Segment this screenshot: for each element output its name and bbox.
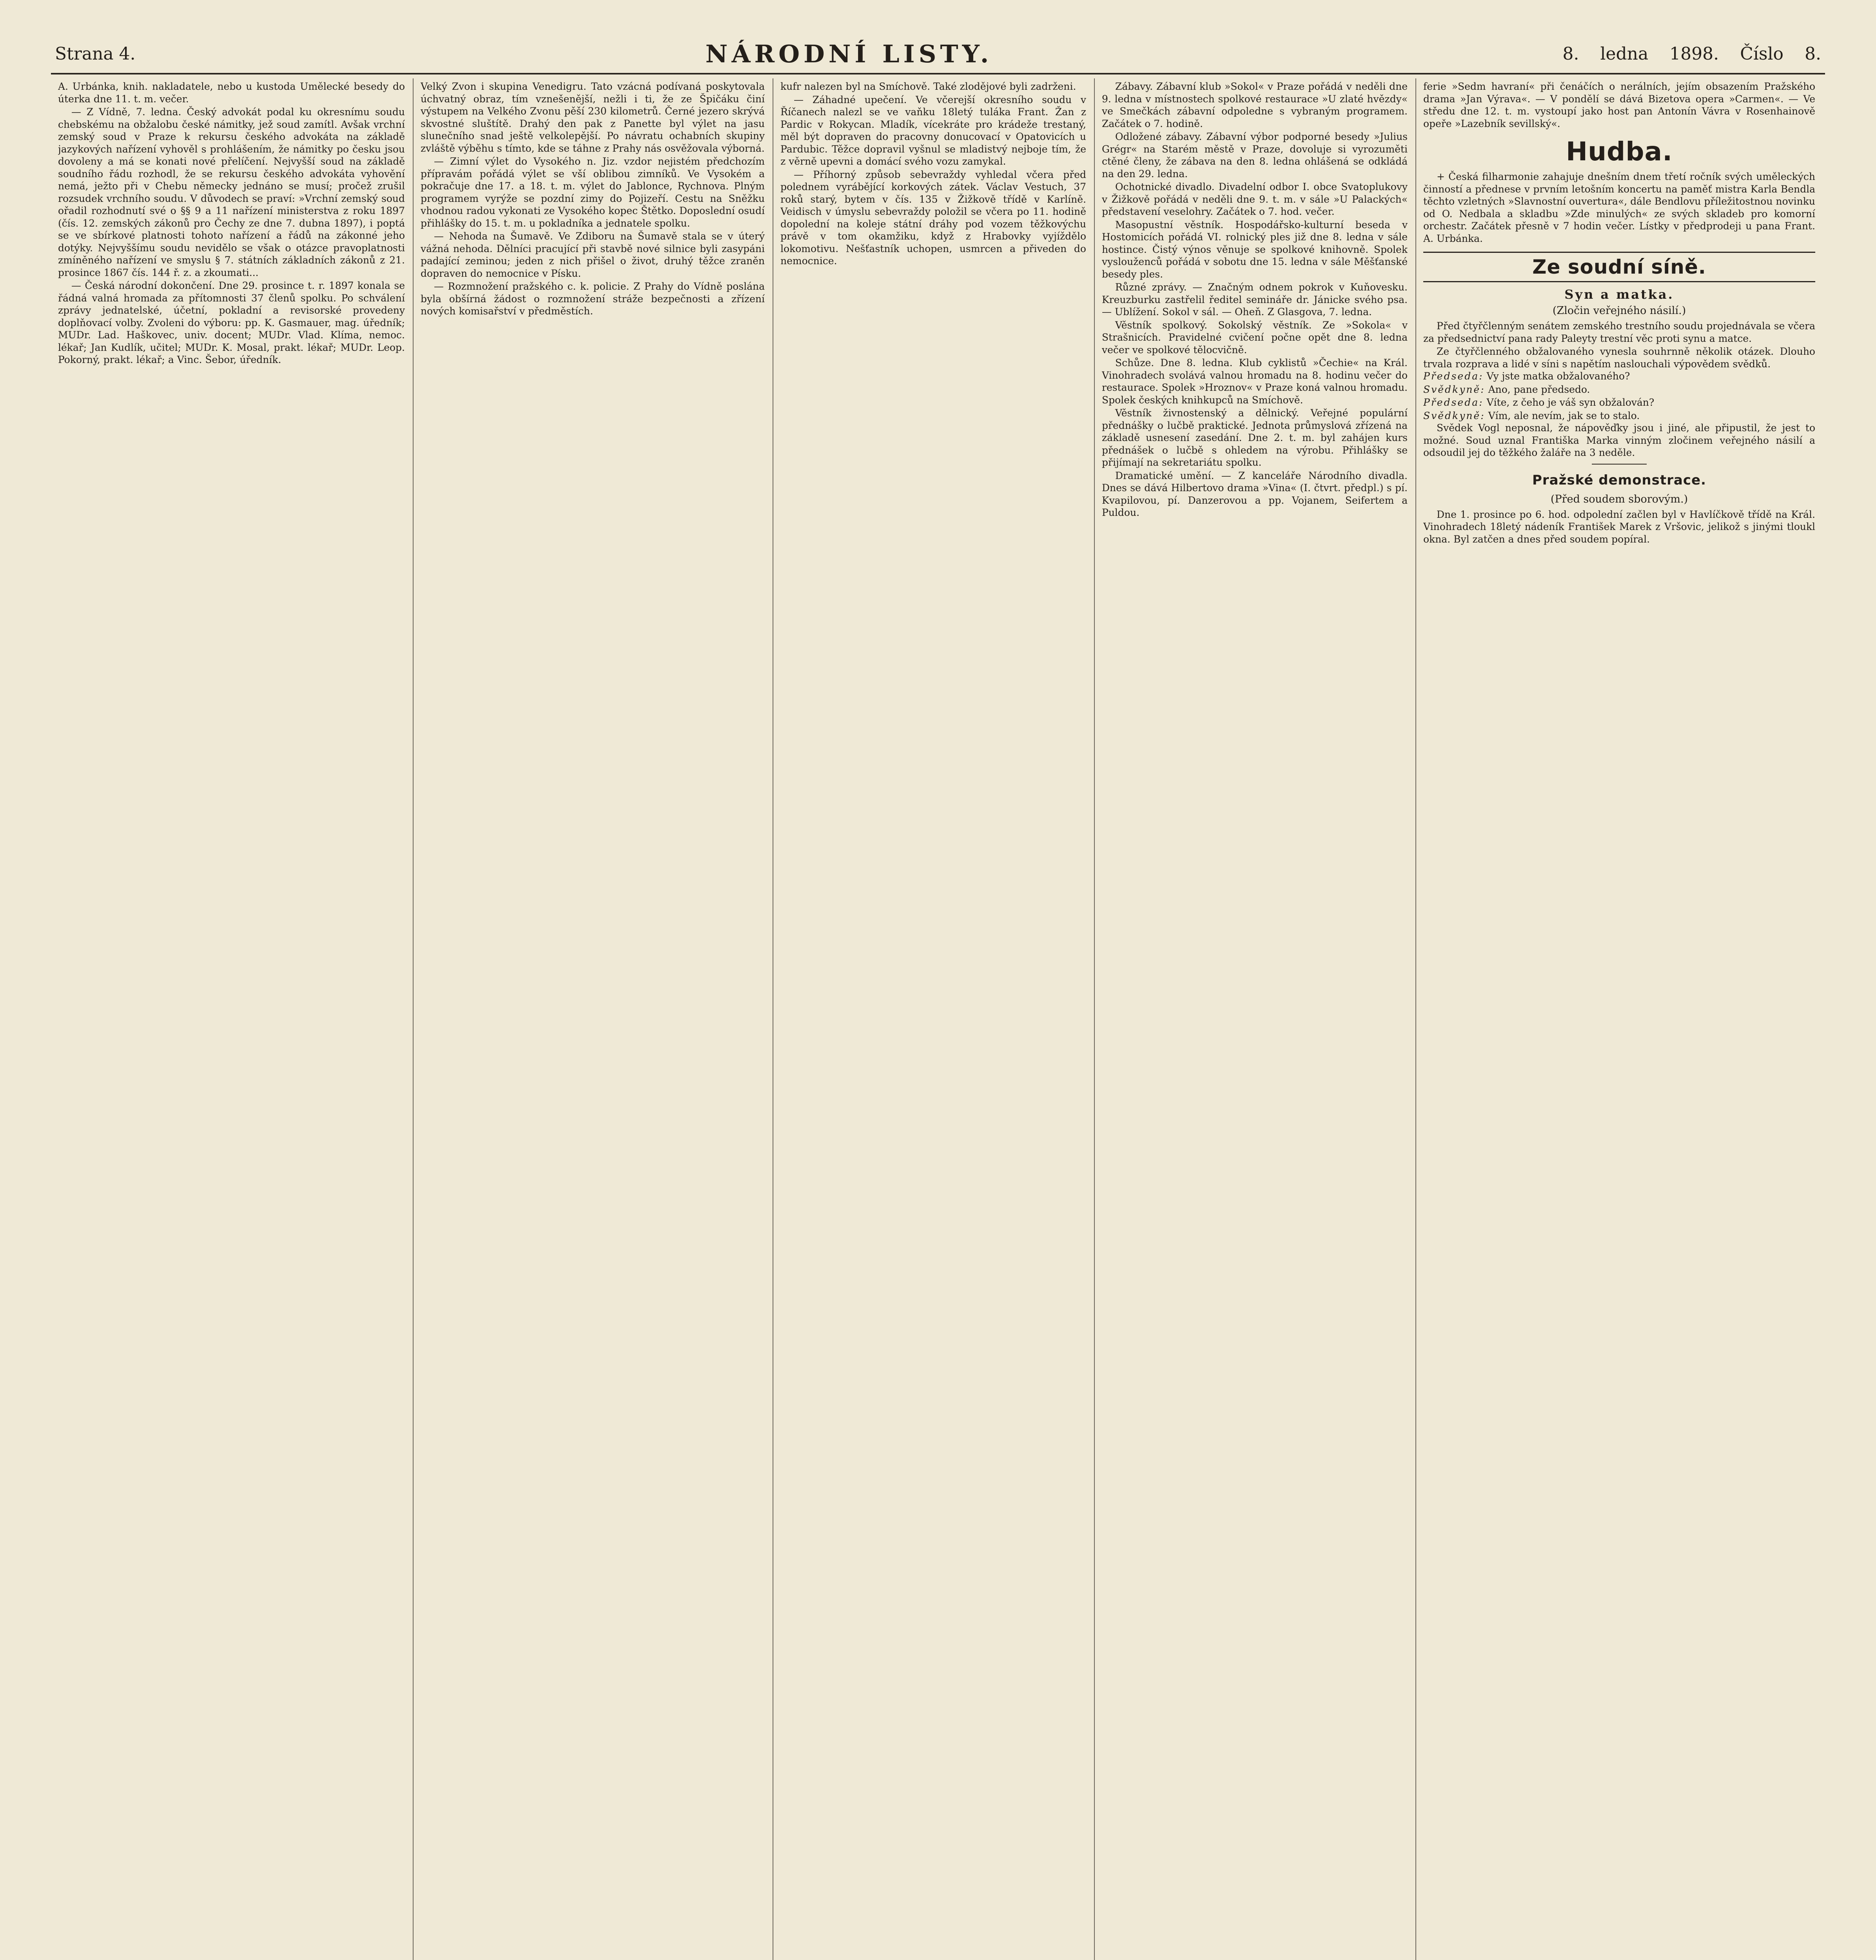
article-paragraph: Schůze. Dne 8. ledna. Klub cyklistů »Čechie« na Král. Vinohradech svolává valnou hromadu na 8. hodinu večer do restaurace. Spolek »Hroznov« v Praze koná valnou hromadu. Spolek českých knihkupců na Smíchově. (1102, 357, 1408, 406)
article-paragraph: — Příhorný způsob sebevraždy vyhledal včera před polednem vyrábějící korkových zátek. Václav Vestuch, 37 roků starý, bytem v čís. 135 v Žižkově třídě v Karlíně. Veidisch v úmyslu sebevraždy položil se včera po 11. hodině dopolední na koleje státní dráhy pod vozem těžkovýchu právě v tom okamžiku, když z Hrabovky vyjíždělo lokomotivu. Nešťastník uchopen, usmrcen a přiveden do nemocnice. (780, 169, 1086, 267)
dialog-text: Vím, ale nevím, jak se to stalo. (1488, 410, 1640, 421)
column-5 (1423, 80, 1815, 1960)
article-paragraph: Dramatické umění. — Z kanceláře Národního divadla. Dnes se dává Hilbertovo drama »Vina« (I. čtvrt. předpl.) s pí. Kvapilovou, pí. Danzerovou a pp. Vojanem, Seifertem a Puldou. (1102, 470, 1408, 518)
issue-date: 8. ledna 1898. (1562, 44, 1719, 64)
column-2 (421, 80, 765, 1960)
page-label: Strana 4. (55, 44, 136, 64)
dialog-line (1423, 410, 1815, 422)
testimony-dialog (1423, 370, 1815, 422)
issue-number: Číslo 8. (1740, 44, 1821, 64)
column-separator (1415, 78, 1416, 1960)
dialog-line (1423, 396, 1815, 409)
article-paragraph: — Zimní výlet do Vysokého n. Jiz. vzdor nejistém předchozím přípravám pořádá výlet se vší oblibou zimníků. Ve Vysokém a pokračuje dne 17. a 18. t. m. výlet do Jablonce, Rychnova. Plným programem vyrýže se pozdní zimy do Pojizeří. Cestu na Sněžku vhodnou radou vykonati ze Vysokého kopec Štětko. Doposlední osudí přihlášky do 15. t. m. u pokladníka a jednatele spolku. (421, 156, 765, 229)
dialog-line (1423, 370, 1815, 383)
article-paragraph: Ze čtyřčlenného obžalovaného vynesla souhrnně několik otázek. Dlouho trvala rozprava a lidé v síni s napětím naslouchali výpovědem svědků. (1423, 346, 1815, 370)
article-paragraph: A. Urbánka, knih. nakladatele, nebo u kustoda Umělecké besedy do úterka dne 11. t. m. večer. (58, 81, 405, 105)
article-paragraph: — Záhadné upečení. Ve včerejší okresního soudu v Říčanech nalezl se ve vaňku 18letý tuláka Frant. Žan z Pardic v Rokycan. Mladík, vícekráte pro krádeže trestaný, měl být dopraven do pracovny donucovací v Opatovicích u Pardubic. Těžce dopravil vyšnul se mladistvý nejboje tím, že z věrně upevni a domácí svého vozu zamykal. (780, 94, 1086, 167)
article-paragraph: Věstník živnostenský a dělnický. Veřejné populární přednášky o lučbě praktické. Jednota průmyslová zřízená na základě usnesení zasedání. Dne 2. t. m. byl zahájen kurs přednášek o lučbě s ohledem na výrobu. Přihlášky se přijímají na sekretariátu spolku. (1102, 407, 1408, 468)
article-paragraph: kufr nalezen byl na Smíchově. Také zlodějové byli zadrženi. (780, 81, 1076, 92)
speaker: Předseda: (1423, 370, 1484, 382)
dialog-text: Ano, pane předsedo. (1488, 383, 1590, 395)
article-paragraph: — Česká národní dokončení. Dne 29. prosince t. r. 1897 konala se řádná valná hromada za přítomnosti 37 členů spolku. Po schválení zprávy jednatelské, účetní, pokladní a revisorské provedeny doplňovací volby. Zvoleni do výboru: pp. K. Gasmauer, mag. úředník; MUDr. Lad. Haškovec, univ. docent; MUDr. Vlad. Klíma, nemoc. lékař; Jan Kudlík, učitel; MUDr. K. Mosal, prakt. lékař; MUDr. Leop. Pokorný, prakt. lékař; a Vinc. Šebor, úředník. (58, 280, 405, 365)
article-subheading: (Před soudem sborovým.) (1550, 493, 1688, 505)
column-separator (1094, 78, 1095, 1960)
article-paragraph: Dne 1. prosince po 6. hod. odpolední začlen byl v Havlíčkově třídě na Král. Vinohradech 18letý nádeník František Marek z Vršovic, jelikož s jinými tloukl okna. Byl zatčen a dnes před soudem popíral. (1423, 508, 1815, 545)
article-paragraph: — Nehoda na Šumavě. Ve Zdiboru na Šumavě stala se v úterý vážná nehoda. Dělníci pracující při stavbě nové silnice byli zasypáni padající zeminou; jeden z nich přišel o život, druhý těžce zraněn dopraven do nemocnice v Písku. (421, 230, 765, 279)
article-heading: Syn a matka. (1564, 287, 1674, 302)
column-1 (58, 80, 405, 1960)
article-paragraph: Zábavy. Zábavní klub »Sokol« v Praze pořádá v neděli dne 9. ledna v místnostech spolkové restaurace »U zlaté hvězdy« ve Smečkách zábavní odpoledne s vybraným programem. Začátek o 7. hodině. (1102, 81, 1408, 129)
article-paragraph: Odložené zábavy. Zábavní výbor podporné besedy »Julius Grégr« na Starém městě v Praze, dovoluje si vyrozuměti ctěné členy, že zábava na den 8. ledna ohlášená se odkládá na den 29. ledna. (1102, 131, 1408, 180)
speaker: Předseda: (1423, 397, 1484, 408)
article-subheading: (Zločin veřejného násilí.) (1552, 305, 1686, 317)
column-3 (780, 80, 1086, 1960)
dialog-text: Vy jste matka obžalovaného? (1486, 370, 1630, 382)
column-separator (413, 78, 414, 1960)
dialog-line (1423, 383, 1815, 396)
article-paragraph: Velký Zvon i skupina Venedigru. Tato vzácná podívaná poskytovala úchvatný obraz, tím vznešenější, nežli i ti, že ze Špičáku činí výstupem na Velkého Zvonu pěší 230 kilometrů. Černé jezero skrývá skvostné sluštítě. Drahý den pak z Panette byl výlet na jasu slunečního snad ještě velkolepější. Po návratu ochabních skupiny zvláště výběhu s tímto, kde se táhne z Prahy nás osvěžovala výborná. (421, 81, 765, 154)
newspaper-title: NÁRODNÍ LISTY. (705, 39, 993, 68)
dialog-text: Víte, z čeho je váš syn obžalován? (1486, 397, 1655, 408)
issue-info (1562, 44, 1821, 64)
article-paragraph: Ochotnické divadlo. Divadelní odbor I. obce Svatoplukovy v Žižkově pořádá v neděli dne 9. t. m. v sále »U Palackých« představení veselohry. Začátek o 7. hod. večer. (1102, 181, 1408, 217)
section-heading-hudba: Hudba. (1566, 136, 1673, 167)
article-heading: Pražské demonstrace. (1532, 472, 1706, 488)
article-paragraph: Různé zprávy. — Značným odnem pokrok v Kuňovesku. Kreuzburku zastřelil ředitel semináře dr. Jánicke svého psa. — Ublížení. Sokol v sál. — Oheň. Z Glasgova, 7. ledna. (1102, 281, 1408, 318)
article-paragraph: Masopustní věstník. Hospodářsko-kulturní beseda v Hostomicích pořádá VI. rolnický ples již dne 8. ledna v sále hostince. Čistý výnos věnuje se spolkové knihovně. Spolek vyslouženců pořádá v sobotu dne 15. ledna v sále Měšťanské besedy ples. (1102, 219, 1408, 280)
header-rule (51, 73, 1825, 74)
speaker: Svědkyně: (1423, 410, 1485, 421)
column-4 (1102, 80, 1408, 1960)
masthead (55, 36, 1821, 71)
article-paragraph: Svědek Vogl neposnal, že nápověďky jsou i jiné, ale připustil, že jest to možné. Soud uznal Františka Marka vinným zločinem veřejného násilí a odsoudil jej do těžkého žaláře na 3 neděle. (1423, 422, 1815, 458)
article-paragraph: Věstník spolkový. Sokolský věstník. Ze »Sokola« v Strašnicích. Pravidelné cvičení počne opět dne 8. ledna večer ve spolkové tělocvičně. (1102, 319, 1408, 356)
article-paragraph: Před čtyřčlenným senátem zemského trestního soudu projednávala se včera za předsednictví pana rady Paleyty trestní věc proti synu a matce. (1423, 320, 1815, 344)
article-paragraph: ferie »Sedm havraní« při čenáčích o nerálních, jejím obsazením Pražského drama »Jan Výrava«. — V pondělí se dává Bizetova opera »Carmen«. — Ve středu dne 12. t. m. vystoupí jako host pan Antonín Vávra v Rosenhainově opeře »Lazebník sevillský«. (1423, 81, 1815, 129)
article-paragraph: + Česká filharmonie zahajuje dnešním dnem třetí ročník svých uměleckých činností a přednese v prvním letošním koncertu na paměť mistra Karla Bendla těchto vzletných »Slavnostní ouvertura«, dále Bendlovu příležitostnou novinku od O. Nedbala a skladbu »Zde minulých« ze svých skladeb pro komorní orchestr. Začátek přesně v 7 hodin večer. Lístky v předprodeji u pana Frant. A. Urbánka. (1423, 171, 1815, 244)
divider (1592, 464, 1647, 465)
speaker: Svědkyně: (1423, 383, 1485, 395)
article-paragraph: — Rozmnožení pražského c. k. policie. Z Prahy do Vídně poslána byla obšírná žádost o rozmnožení stráže bezpečnosti a zřízení nových komisařství v předměstích. (421, 281, 765, 317)
section-heading-court: Ze soudní síně. (1423, 252, 1815, 282)
article-paragraph: — Z Vídně, 7. ledna. Český advokát podal ku okresnímu soudu chebskému na obžalobu české námitky, jež soud zamítl. Avšak vrchní zemský soud v Praze k rekursu českého advokáta na základě jazykových nařízení vyhověl s prohlášením, že námitky po česku jsou dovoleny a má se konati nové přelíčení. Nejvyšší soud na základě soudního řádu rozhodl, že se rekursu českého advokáta vyhovění nemá, ježto při v Chebu německy jednáno se musí; pročež zrušil rozsudek vrchního soudu. V důvodech se praví: »Vrchní zemský soud ořadil rozhodnutí své o §§ 9 a 11 nařízení ministerstva z roku 1897 (čís. 12. zemských zákonů pro Čechy ze dne 7. dubna 1897), i poptá se ve sbírkové platnosti tohoto nařízení a řádů na zákonné jeho dotýky. Nejvyššímu soudu nevidělo se však o otázce pravoplatnosti zmíněného nařízení ve smyslu § 7. státních základních zákonů z 21. prosince 1867 čís. 144 ř. z. a zkoumati... (58, 106, 405, 278)
